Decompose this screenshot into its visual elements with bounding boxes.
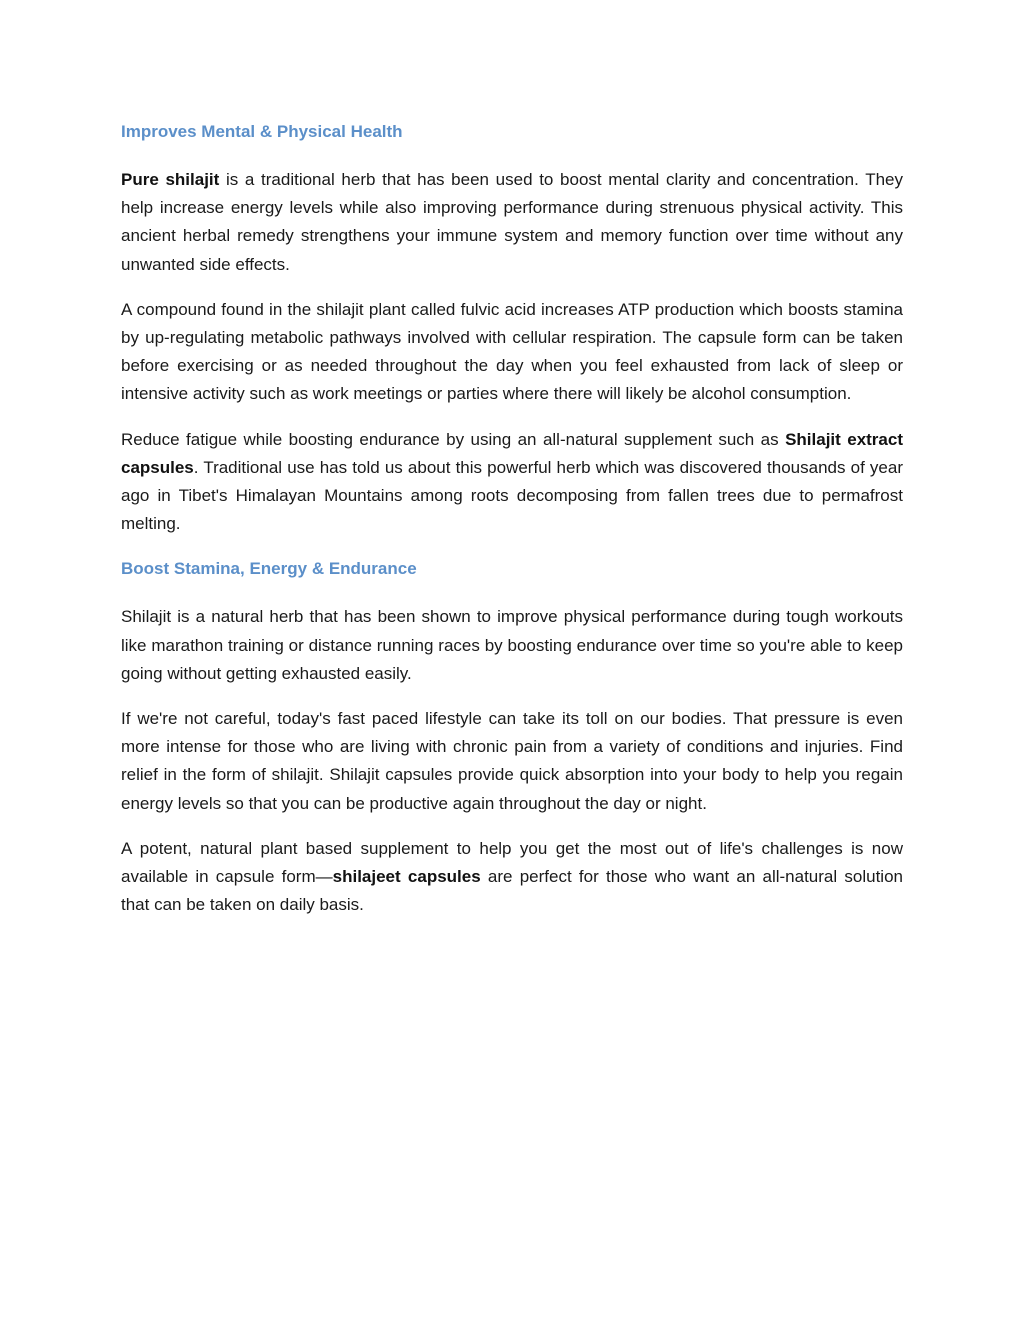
document-page [121, 118, 903, 936]
paragraph-text: Reduce fatigue while boosting endurance by using an all-natural supplement such as [121, 429, 786, 449]
bold-term: Shilajit extract capsules [121, 429, 903, 477]
bold-term: Pure shilajit [121, 170, 220, 189]
paragraph-reduce-fatigue [121, 426, 903, 539]
paragraph-capsule-form [121, 835, 903, 920]
section-heading-mental-physical-health: Improves Mental & Physical Health [121, 122, 403, 141]
paragraph-pure-shilajit [121, 166, 903, 279]
paragraph-fulvic-acid: A compound found in the shilajit plant called fulvic acid increases ATP production which boosts stamina by up-regulating metabolic pathways involved with cellular respiration. The capsule form can be taken before exercising or as needed throughout the day when you feel exhausted from lack of sleep or intensive activity such as work meetings or parties where there will likely be alcohol consumption. [121, 299, 903, 404]
paragraph-physical-performance: Shilajit is a natural herb that has been shown to improve physical performance during tough workouts like marathon training or distance running races by boosting endurance over time so you're able to keep going without getting exhausted easily. [121, 607, 903, 683]
bold-term: shilajeet capsules [332, 867, 481, 887]
paragraph-text: are perfect for those who want an all-natural solution that can be taken on daily basis. [121, 867, 903, 915]
paragraph-text: A potent, natural plant based supplement to help you get the most out of life's challenges is now available in capsule form— [121, 838, 903, 887]
paragraph-text: . Traditional use has told us about this powerful herb which was discovered thousands of year ago in Tibet's Himalayan Mountains among roots decomposing from fallen trees due to permafrost melting. [121, 457, 903, 534]
paragraph-fast-paced-lifestyle: If we're not careful, today's fast paced lifestyle can take its toll on our bodies. That pressure is even more intense for those who are living with chronic pain from a variety of conditions and injuries. Find relief in the form of shilajit. Shilajit capsules provide quick absorption into your body to help you regain energy levels so that you can be productive again throughout the day or night. [121, 709, 903, 813]
section-heading-stamina-energy-endurance: Boost Stamina, Energy & Endurance [121, 559, 417, 579]
paragraph-text: is a traditional herb that has been used to boost mental clarity and concentration. They help increase energy levels while also improving performance during strenuous physical activity. This ancient herbal remedy strengthens your immune system and memory function over time without any unwanted side effects. [121, 170, 903, 274]
